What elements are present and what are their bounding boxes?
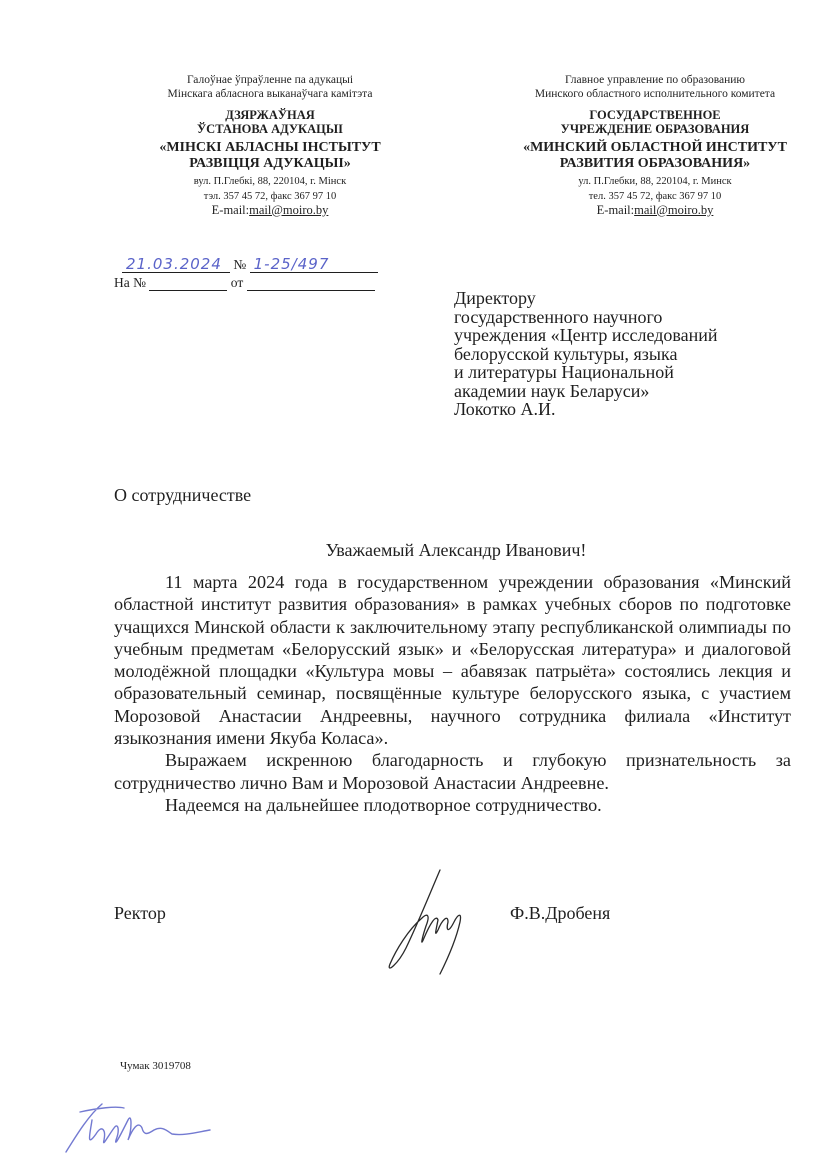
org-name-line: «МІНСКІ АБЛАСНЫ ІНСТЫТУТ xyxy=(159,140,381,156)
outgoing-registration xyxy=(122,257,378,273)
org-type-line: ГОСУДАРСТВЕННОЕ xyxy=(589,107,721,122)
signatory-name: Ф.В.Дробеня xyxy=(510,903,611,923)
org-phone: тэл. 357 45 72, факс 367 97 10 xyxy=(203,190,337,202)
email-label: E-mail: xyxy=(211,202,250,217)
rector-signature xyxy=(378,868,488,983)
org-name xyxy=(120,140,420,172)
from-label: от xyxy=(230,275,244,290)
org-email xyxy=(120,203,420,218)
addressee-line: Локотко А.И. xyxy=(454,399,556,419)
parent-org-line: Галоўнае ўпраўленне па адукацыі xyxy=(186,74,354,86)
handwritten-date: 21.03.2024 xyxy=(126,255,222,273)
org-name-line: «МИНСКИЙ ОБЛАСТНОЙ ИНСТИТУТ xyxy=(523,140,787,156)
addressee-line: государственного научного xyxy=(454,306,663,327)
org-name xyxy=(490,140,820,172)
salutation: Уважаемый Александр Иванович! xyxy=(325,540,587,560)
reply-number-field xyxy=(149,276,227,291)
letterhead-belarusian xyxy=(120,74,420,218)
org-phone: тел. 357 45 72, факс 367 97 10 xyxy=(588,190,722,202)
parent-org-line: Минского областного исполнительного комитета xyxy=(534,87,776,100)
incoming-reference xyxy=(114,275,375,291)
approval-signature xyxy=(62,1090,212,1165)
addressee-line: Директору xyxy=(454,288,536,308)
addressee-line: белорусской культуры, языка xyxy=(454,343,678,364)
reply-to-label: На № xyxy=(114,275,146,290)
handwritten-number: 1-25/497 xyxy=(253,255,330,273)
body-paragraph: Выражаем искренною благодарность и глубокую признательность за сотрудничество лично Вам и Морозовой Анастасии Андреевне. xyxy=(114,750,791,793)
email-link[interactable]: mail@moiro.by xyxy=(249,202,329,217)
body-paragraph: 11 марта 2024 года в государственном учреждении образования «Минский областной институт развития образования» в рамках учебных сборов по подготовке учащихся Минской области к заключительному этапу республиканской олимпиады по учебным предметам «Белорусский язык» и «Белорусская литература» и диалоговой молодёжной площадки «Культура мовы – абавязак патрыёта» состоялись лекция и образовательный семинар, посвящённые культуре белорусского языка, с участием Морозовой Анастасии Андреевны, научного сотрудника филиала «Институт языкознания имени Якуба Коласа». xyxy=(114,572,791,749)
letterhead-russian xyxy=(490,74,820,218)
addressee-line: учреждения «Центр исследований xyxy=(454,325,718,345)
letter-subject: О сотрудничестве xyxy=(114,485,252,505)
email-link[interactable]: mail@moiro.by xyxy=(634,202,714,217)
letter-body xyxy=(114,571,791,816)
parent-org-line: Главное управление по образованию xyxy=(565,74,745,86)
parent-org-line: Мінскага абласнога выканаўчага камітэта xyxy=(167,87,373,100)
addressee-line: и литературы Национальной xyxy=(454,362,674,382)
org-type xyxy=(490,108,820,137)
org-name-line: РАЗВІЦЦЯ АДУКАЦЫІ» xyxy=(189,156,351,172)
org-email xyxy=(490,203,820,218)
addressee-line: академии наук Беларуси» xyxy=(454,380,650,401)
addressee-block xyxy=(454,289,804,419)
date-field xyxy=(122,255,230,273)
org-type-line: ДЗЯРЖАЎНАЯ xyxy=(225,107,315,122)
body-paragraph: Надеемся на дальнейшее плодотворное сотрудничество. xyxy=(165,794,602,815)
signatory-title: Ректор xyxy=(114,903,166,923)
org-type xyxy=(120,108,420,137)
org-address: ул. П.Глебки, 88, 220104, г. Минск xyxy=(578,175,732,187)
org-type-line: ЎСТАНОВА АДУКАЦЫІ xyxy=(197,121,343,136)
number-field xyxy=(250,255,378,273)
executor-info: Чумак 3019708 xyxy=(120,1060,191,1072)
org-address: вул. П.Глебкі, 88, 220104, г. Мінск xyxy=(193,175,347,187)
reply-date-field xyxy=(247,276,375,291)
org-name-line: РАЗВИТИЯ ОБРАЗОВАНИЯ» xyxy=(559,156,751,172)
number-label: № xyxy=(233,257,247,272)
org-type-line: УЧРЕЖДЕНИЕ ОБРАЗОВАНИЯ xyxy=(560,121,750,136)
email-label: E-mail: xyxy=(596,202,635,217)
